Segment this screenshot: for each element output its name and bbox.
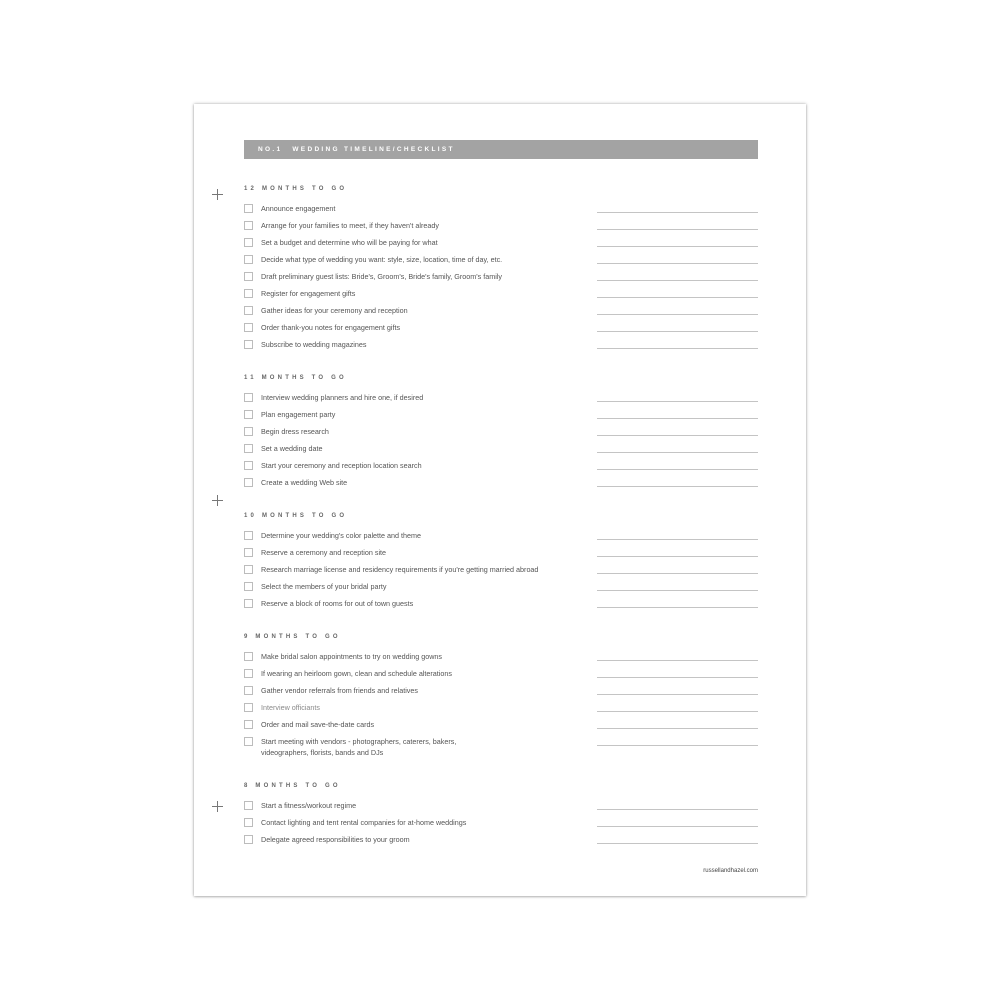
notes-line bbox=[597, 573, 758, 574]
checkbox[interactable] bbox=[244, 478, 253, 487]
checklist-item bbox=[244, 737, 758, 757]
item-label: Order thank-you notes for engagement gifts bbox=[261, 323, 401, 332]
notes-line bbox=[597, 452, 758, 453]
checkbox[interactable] bbox=[244, 565, 253, 574]
notes-line bbox=[597, 728, 758, 729]
checklist-item bbox=[244, 669, 758, 683]
checklist-item bbox=[244, 427, 758, 441]
section-title-11-months: 11 MONTHS TO GO bbox=[244, 375, 347, 381]
footer-site: russellandhazel.com bbox=[703, 868, 758, 874]
notes-line bbox=[597, 297, 758, 298]
checklist-item bbox=[244, 272, 758, 286]
item-label: Select the members of your bridal party bbox=[261, 582, 387, 591]
checkbox[interactable] bbox=[244, 393, 253, 402]
section-title-8-months: 8 MONTHS TO GO bbox=[244, 783, 341, 789]
item-label: Begin dress research bbox=[261, 427, 329, 436]
checkbox[interactable] bbox=[244, 599, 253, 608]
checkbox[interactable] bbox=[244, 703, 253, 712]
checkbox[interactable] bbox=[244, 410, 253, 419]
item-label: Research marriage license and residency requirements if you're getting married abroad bbox=[261, 565, 539, 574]
checkbox[interactable] bbox=[244, 582, 253, 591]
checklist-item bbox=[244, 531, 758, 545]
checkbox[interactable] bbox=[244, 272, 253, 281]
header-bar bbox=[244, 140, 758, 159]
checklist-item bbox=[244, 393, 758, 407]
checklist-item bbox=[244, 703, 758, 717]
item-label: Set a wedding date bbox=[261, 444, 323, 453]
checkbox[interactable] bbox=[244, 669, 253, 678]
notes-line bbox=[597, 711, 758, 712]
item-label: Reserve a block of rooms for out of town guests bbox=[261, 599, 414, 608]
checkbox[interactable] bbox=[244, 221, 253, 230]
item-label: Gather ideas for your ceremony and reception bbox=[261, 306, 408, 315]
item-label: Make bridal salon appointments to try on wedding gowns bbox=[261, 652, 442, 661]
notes-line bbox=[597, 435, 758, 436]
checklist-item bbox=[244, 686, 758, 700]
checkbox[interactable] bbox=[244, 289, 253, 298]
checkbox[interactable] bbox=[244, 548, 253, 557]
checklist-item bbox=[244, 801, 758, 815]
item-label: If wearing an heirloom gown, clean and schedule alterations bbox=[261, 669, 452, 678]
checklist-item bbox=[244, 340, 758, 354]
item-label: Interview wedding planners and hire one, if desired bbox=[261, 393, 424, 402]
notes-line bbox=[597, 401, 758, 402]
checklist-item bbox=[244, 204, 758, 218]
checklist-item bbox=[244, 548, 758, 562]
checklist-item bbox=[244, 444, 758, 458]
checklist-item bbox=[244, 323, 758, 337]
item-label: Delegate agreed responsibilities to your groom bbox=[261, 835, 410, 844]
checkbox[interactable] bbox=[244, 652, 253, 661]
checkbox[interactable] bbox=[244, 340, 253, 349]
checkbox[interactable] bbox=[244, 461, 253, 470]
checkbox[interactable] bbox=[244, 204, 253, 213]
crop-mark-icon bbox=[212, 801, 223, 812]
notes-line bbox=[597, 590, 758, 591]
checklist-item bbox=[244, 478, 758, 492]
checkbox[interactable] bbox=[244, 306, 253, 315]
notes-line bbox=[597, 809, 758, 810]
checklist-item bbox=[244, 410, 758, 424]
notes-line bbox=[597, 556, 758, 557]
page-title: WEDDING TIMELINE/CHECKLIST bbox=[292, 146, 455, 153]
checkbox[interactable] bbox=[244, 720, 253, 729]
section-title-9-months: 9 MONTHS TO GO bbox=[244, 634, 341, 640]
notes-line bbox=[597, 246, 758, 247]
header-number: NO.1 bbox=[258, 146, 283, 153]
notes-line bbox=[597, 694, 758, 695]
checklist-item bbox=[244, 221, 758, 235]
item-label: Order and mail save-the-date cards bbox=[261, 720, 375, 729]
checkbox[interactable] bbox=[244, 737, 253, 746]
item-label: Arrange for your families to meet, if they haven't already bbox=[261, 221, 439, 230]
crop-mark-icon bbox=[212, 189, 223, 200]
item-label: Gather vendor referrals from friends and relatives bbox=[261, 686, 418, 695]
notes-line bbox=[597, 469, 758, 470]
checklist-item bbox=[244, 599, 758, 613]
checklist-item bbox=[244, 835, 758, 849]
crop-mark-icon bbox=[212, 495, 223, 506]
section-title-12-months: 12 MONTHS TO GO bbox=[244, 186, 348, 192]
item-label: Announce engagement bbox=[261, 204, 336, 213]
notes-line bbox=[597, 745, 758, 746]
checkbox[interactable] bbox=[244, 444, 253, 453]
item-label: Start a fitness/workout regime bbox=[261, 801, 357, 810]
item-label-continuation: videographers, florists, bands and DJs bbox=[261, 748, 384, 757]
notes-line bbox=[597, 677, 758, 678]
item-label: Reserve a ceremony and reception site bbox=[261, 548, 387, 557]
checkbox[interactable] bbox=[244, 255, 253, 264]
notes-line bbox=[597, 486, 758, 487]
item-label: Create a wedding Web site bbox=[261, 478, 348, 487]
checklist-item bbox=[244, 255, 758, 269]
item-label: Subscribe to wedding magazines bbox=[261, 340, 367, 349]
checkbox[interactable] bbox=[244, 531, 253, 540]
notes-line bbox=[597, 539, 758, 540]
checklist-item bbox=[244, 238, 758, 252]
item-label: Draft preliminary guest lists: Bride's, Groom's, Bride's family, Groom's family bbox=[261, 272, 503, 281]
checklist-item bbox=[244, 582, 758, 596]
checklist-item bbox=[244, 818, 758, 832]
checklist-item bbox=[244, 565, 758, 579]
notes-line bbox=[597, 263, 758, 264]
checklist-item bbox=[244, 652, 758, 666]
notes-line bbox=[597, 331, 758, 332]
notes-line bbox=[597, 660, 758, 661]
checkbox[interactable] bbox=[244, 801, 253, 810]
checkbox[interactable] bbox=[244, 427, 253, 436]
checklist-item bbox=[244, 306, 758, 320]
checklist-item bbox=[244, 720, 758, 734]
item-label: Start meeting with vendors - photographers, caterers, bakers, bbox=[261, 737, 457, 746]
notes-line bbox=[597, 843, 758, 844]
checklist-page bbox=[194, 104, 806, 896]
item-label: Register for engagement gifts bbox=[261, 289, 356, 298]
notes-line bbox=[597, 280, 758, 281]
item-label: Interview officiants bbox=[261, 703, 320, 712]
checkbox[interactable] bbox=[244, 835, 253, 844]
section-title-10-months: 10 MONTHS TO GO bbox=[244, 513, 348, 519]
notes-line bbox=[597, 229, 758, 230]
notes-line bbox=[597, 418, 758, 419]
checkbox[interactable] bbox=[244, 818, 253, 827]
item-label: Determine your wedding's color palette and theme bbox=[261, 531, 421, 540]
item-label: Set a budget and determine who will be paying for what bbox=[261, 238, 438, 247]
item-label: Decide what type of wedding you want: style, size, location, time of day, etc. bbox=[261, 255, 503, 264]
item-label: Contact lighting and tent rental companies for at-home weddings bbox=[261, 818, 467, 827]
notes-line bbox=[597, 348, 758, 349]
checklist-item bbox=[244, 289, 758, 303]
item-label: Plan engagement party bbox=[261, 410, 336, 419]
checkbox[interactable] bbox=[244, 686, 253, 695]
checkbox[interactable] bbox=[244, 238, 253, 247]
notes-line bbox=[597, 607, 758, 608]
item-label: Start your ceremony and reception location search bbox=[261, 461, 422, 470]
checklist-item bbox=[244, 461, 758, 475]
checkbox[interactable] bbox=[244, 323, 253, 332]
notes-line bbox=[597, 826, 758, 827]
notes-line bbox=[597, 212, 758, 213]
notes-line bbox=[597, 314, 758, 315]
